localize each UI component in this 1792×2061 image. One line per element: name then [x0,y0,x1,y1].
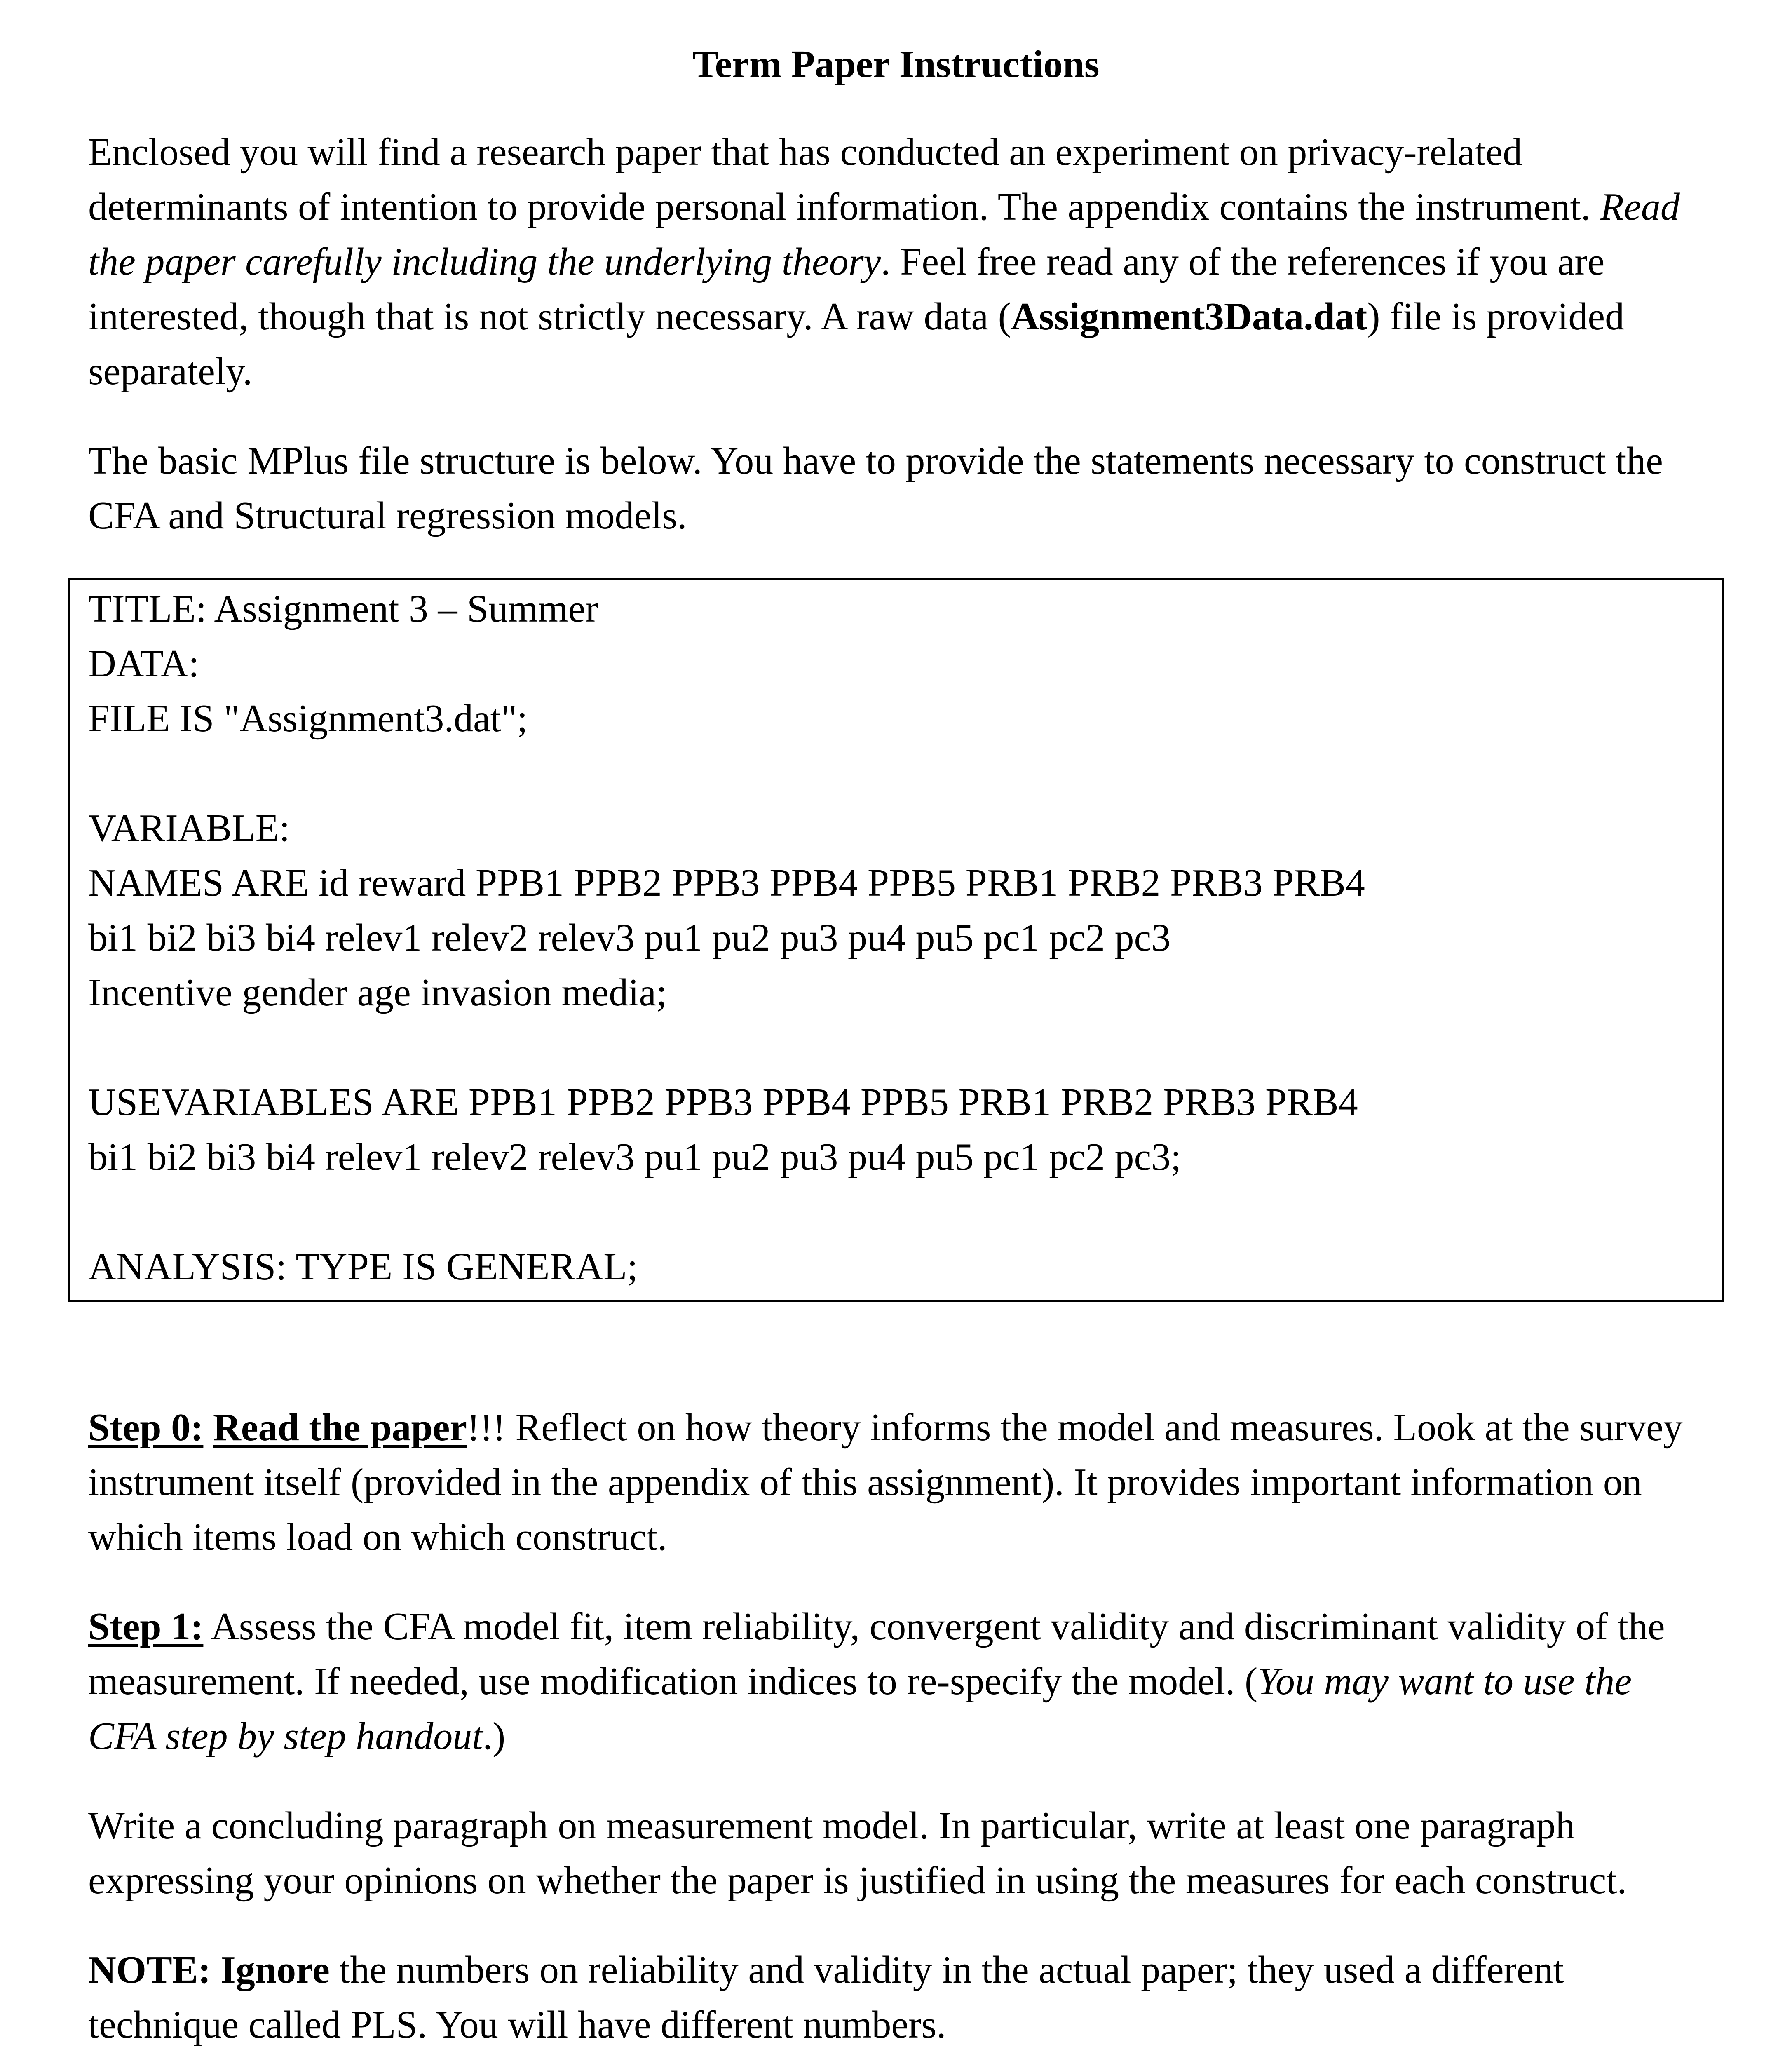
structure-note-paragraph: The basic MPlus file structure is below. You have to provide the statements necessary to construct the CFA and Structural regression models. [88,439,1663,537]
note-ignore: Ignore [220,1948,330,1991]
step1-text: Assess the CFA model fit, item reliability, convergent validity and discriminant validity of the measurement. If needed, use modification indices to re-specify the model. ( [88,1605,1665,1703]
code-line-analysis: ANALYSIS: TYPE IS GENERAL; [88,1245,638,1288]
step0-paragraph [88,1400,1704,1565]
code-blank-line [88,746,1704,801]
note-paragraph [88,1943,1704,2052]
page-title: Term Paper Instructions [692,43,1100,86]
note-space [211,1948,221,1991]
intro-text-3: ) file is provided separately. [88,295,1625,393]
step1-end: .) [483,1715,506,1758]
code-line-usevariables: USEVARIABLES ARE PPB1 PPB2 PPB3 PPB4 PPB5 PRB1 PRB2 PRB3 PRB4 [88,1081,1358,1124]
mplus-code-box [68,578,1724,1302]
step1-label: Step 1: [88,1605,204,1648]
step0-emphasis: Read the paper [213,1406,467,1449]
note-text: the numbers on reliability and validity in the actual paper; they used a different technique called PLS. You will have different numbers. [88,1948,1564,2046]
code-line-file: FILE IS "Assignment3.dat"; [88,697,528,740]
intro-italic-text: Read the paper carefully including the underlying theory [88,185,1680,283]
code-line-names: NAMES ARE id reward PPB1 PPB2 PPB3 PPB4 PPB5 PRB1 PRB2 PRB3 PRB4 [88,861,1365,904]
step0-label: Step 0: [88,1406,204,1449]
code-line-variable: VARIABLE: [88,807,290,850]
step1-italic-text: You may want to use the CFA step by step handout [88,1660,1632,1758]
code-blank-line [88,1185,1704,1239]
intro-text-1: Enclosed you will find a research paper that has conducted an experiment on privacy-related determinants of intention to provide personal information. The appendix contains the instrument. [88,131,1600,228]
note-label: NOTE: [88,1948,211,1991]
step1-paragraph [88,1599,1704,1764]
document-page [88,37,1704,2061]
intro-text-2: . Feel free read any of the references if you are interested, though that is not strictly necessary. A raw data ( [88,240,1605,338]
code-line-title: TITLE: Assignment 3 – Summer [88,587,598,630]
data-filename: Assignment3Data.dat [1011,295,1367,338]
code-blank-line [88,1020,1704,1075]
step0-text: Reflect on how theory informs the model and measures. Look at the survey instrument itself (provided in the appendix of this assignment). It provides important information on which items load on which construct. [88,1406,1683,1559]
intro-paragraph [88,125,1704,399]
concluding-paragraph: Write a concluding paragraph on measurement model. In particular, write at least one paragraph expressing your opinions on whether the paper is justified in using the measures for each construct. [88,1804,1627,1902]
code-line-names-cont: bi1 bi2 bi3 bi4 relev1 relev2 relev3 pu1 pu2 pu3 pu4 pu5 pc1 pc2 pc3 [88,916,1171,959]
code-line-names-end: Incentive gender age invasion media; [88,971,667,1014]
code-line-data: DATA: [88,642,199,685]
step0-exclaim: !!! [467,1406,506,1449]
code-line-usevariables-cont: bi1 bi2 bi3 bi4 relev1 relev2 relev3 pu1 pu2 pu3 pu4 pu5 pc1 pc2 pc3; [88,1136,1182,1178]
